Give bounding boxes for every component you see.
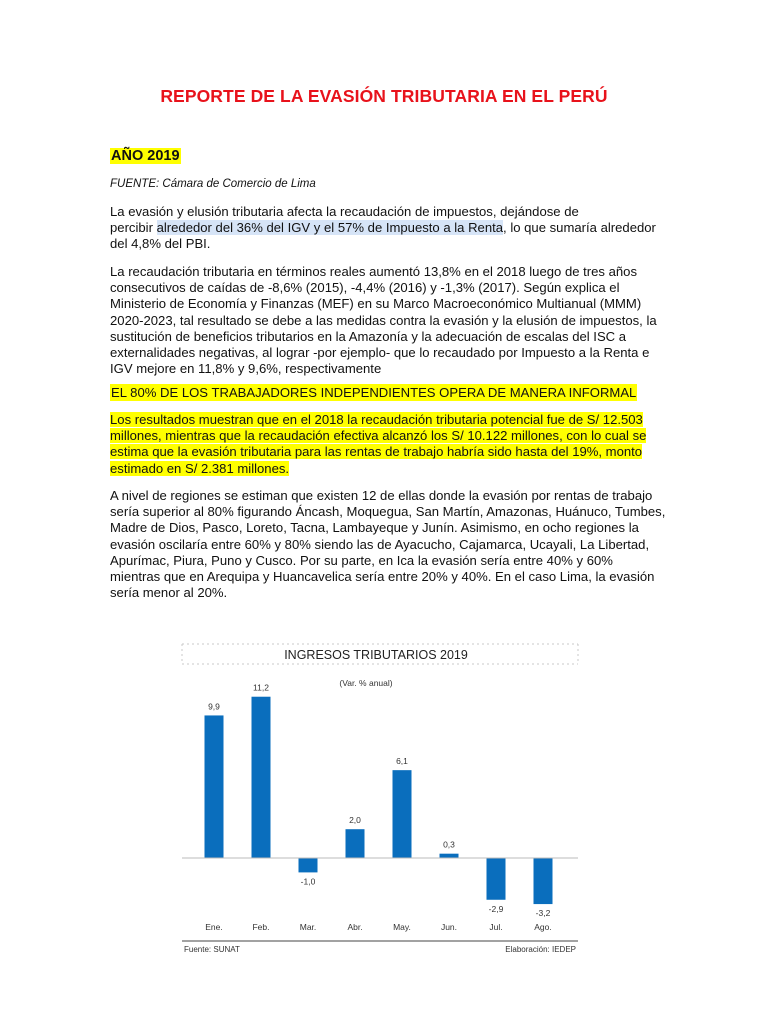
data-label: 11,2: [253, 682, 269, 693]
paragraph-line: [110, 461, 670, 477]
bar-mar: [299, 858, 318, 872]
highlighted-text: millones, mientras que la recaudación efectiva alcanzó los S/ 10.122 millones, con lo cual se: [110, 428, 647, 444]
category-tick-label: Mar.: [299, 922, 317, 932]
chart-canvas: [170, 628, 590, 958]
paragraph-line: sería superior al 80% figurando Áncash, Moquegua, San Martín, Amazonas, Huánuco, Tumbes,: [110, 504, 666, 520]
paragraph-line: [110, 220, 670, 236]
highlighted-text: Los resultados muestran que en el 2018 la recaudación tributaria potencial fue de S/ 12.503: [110, 412, 643, 427]
paragraph-line: [110, 412, 670, 428]
paragraph-regiones: [110, 488, 670, 601]
data-label: 0,3: [443, 839, 455, 850]
paragraph-line: sería menor al 20%.: [110, 585, 228, 601]
highlighted-text: estimado en S/ 2.381 millones.: [110, 460, 290, 476]
data-label: -2,9: [488, 903, 504, 914]
data-label: 2,0: [349, 815, 361, 826]
paragraph-line: externalidades negativas, al lograr -por ejemplo- que lo recaudado por Impuesto a la Renta e: [110, 345, 650, 361]
data-label: 9,9: [208, 701, 220, 712]
paragraph-line: Apurímac, Piura, Puno y Cusco. Por su parte, en Ica la evasión sería entre 40% y 60%: [110, 552, 613, 568]
category-tick-label: Feb.: [252, 922, 270, 932]
paragraph-evasion-intro: [110, 204, 670, 253]
category-tick-label: Jul.: [489, 922, 503, 932]
paragraph-line: A nivel de regiones se estiman que existen 12 de ellas donde la evasión por rentas de trabajo: [110, 488, 653, 503]
paragraph-resultados: [110, 412, 670, 477]
chart-title: INGRESOS TRIBUTARIOS 2019: [284, 648, 468, 662]
bar-ago: [534, 858, 553, 904]
chart-credit-note: Elaboración: IEDEP: [505, 945, 576, 954]
category-tick-label: Ene.: [205, 922, 223, 932]
paragraph-line: IGV mejore en 11,8% y 9,6%, respectivamente: [110, 361, 382, 377]
paragraph-line: [110, 428, 670, 444]
bar-jun: [440, 854, 459, 858]
bars-layer: [205, 683, 553, 932]
paragraph-line: [110, 444, 670, 460]
data-label: -3,2: [535, 908, 551, 919]
chart-source-note: Fuente: SUNAT: [184, 945, 240, 954]
category-tick-label: Abr.: [347, 922, 363, 932]
bar-ene: [205, 715, 224, 858]
document-title: REPORTE DE LA EVASIÓN TRIBUTARIA EN EL PERÚ: [160, 86, 608, 106]
paragraph-line: sustitución de beneficios tributarios en la Amazonía y la adecuación de escalas del ISC a: [110, 328, 627, 344]
year-heading: AÑO 2019: [111, 148, 180, 164]
bar-abr: [346, 829, 365, 858]
paragraph-text: , lo que sumaría alrededor: [503, 220, 656, 236]
data-label: -1,0: [300, 876, 316, 887]
paragraph-text: percibir: [110, 220, 157, 236]
category-tick-label: May.: [393, 922, 411, 932]
bar-chart: [170, 628, 590, 958]
paragraph-line: La evasión y elusión tributaria afecta la recaudación de impuestos, dejándose de: [110, 204, 579, 219]
paragraph-line: Madre de Dios, Pasco, Loreto, Tacna, Lambayeque y Junín. Asimismo, en ocho regiones la: [110, 520, 639, 536]
highlighted-text: estima que la evasión tributaria para las rentas de trabajo habría sido hasta del 19%, monto: [110, 444, 643, 460]
data-label: 6,1: [396, 756, 408, 767]
paragraph-line: mientras que en Arequipa y Huancavelica sería entre 20% y 40%. En el caso Lima, la evasión: [110, 569, 655, 585]
category-tick-label: Jun.: [440, 922, 458, 932]
highlighted-heading: EL 80% DE LOS TRABAJADORES INDEPENDIENTES OPERA DE MANERA INFORMAL: [111, 385, 637, 400]
highlighted-figures: alrededor del 36% del IGV y el 57% de Impuesto a la Renta: [156, 220, 504, 236]
source-line: FUENTE: Cámara de Comercio de Lima: [110, 178, 316, 190]
paragraph-line: 2020-2023, tal resultado se debe a las medidas contra la evasión y la elusión de impuestos, la: [110, 312, 657, 328]
paragraph-line: evasión oscilaría entre 60% y 80% siendo las de Ayacucho, Cajamarca, Ucayali, La Libertad,: [110, 536, 650, 552]
bar-may: [393, 770, 412, 858]
paragraph-recaudacion: [110, 264, 670, 377]
paragraph-line: del 4,8% del PBI.: [110, 236, 211, 252]
paragraph-line: consecutivos de caídas de -8,6% (2015), -4,4% (2016) y -1,3% (2017). Según explica el: [110, 280, 620, 296]
category-tick-label: Ago.: [534, 922, 552, 932]
chart-subtitle: (Var. % anual): [339, 678, 393, 688]
chart-title-banner: [182, 644, 578, 664]
bar-jul: [487, 858, 506, 900]
bar-feb: [252, 697, 271, 858]
paragraph-line: La recaudación tributaria en términos reales aumentó 13,8% en el 2018 luego de tres años: [110, 264, 637, 279]
paragraph-line: Ministerio de Economía y Finanzas (MEF) en su Marco Macroeconómico Multianual (MMM): [110, 296, 642, 312]
